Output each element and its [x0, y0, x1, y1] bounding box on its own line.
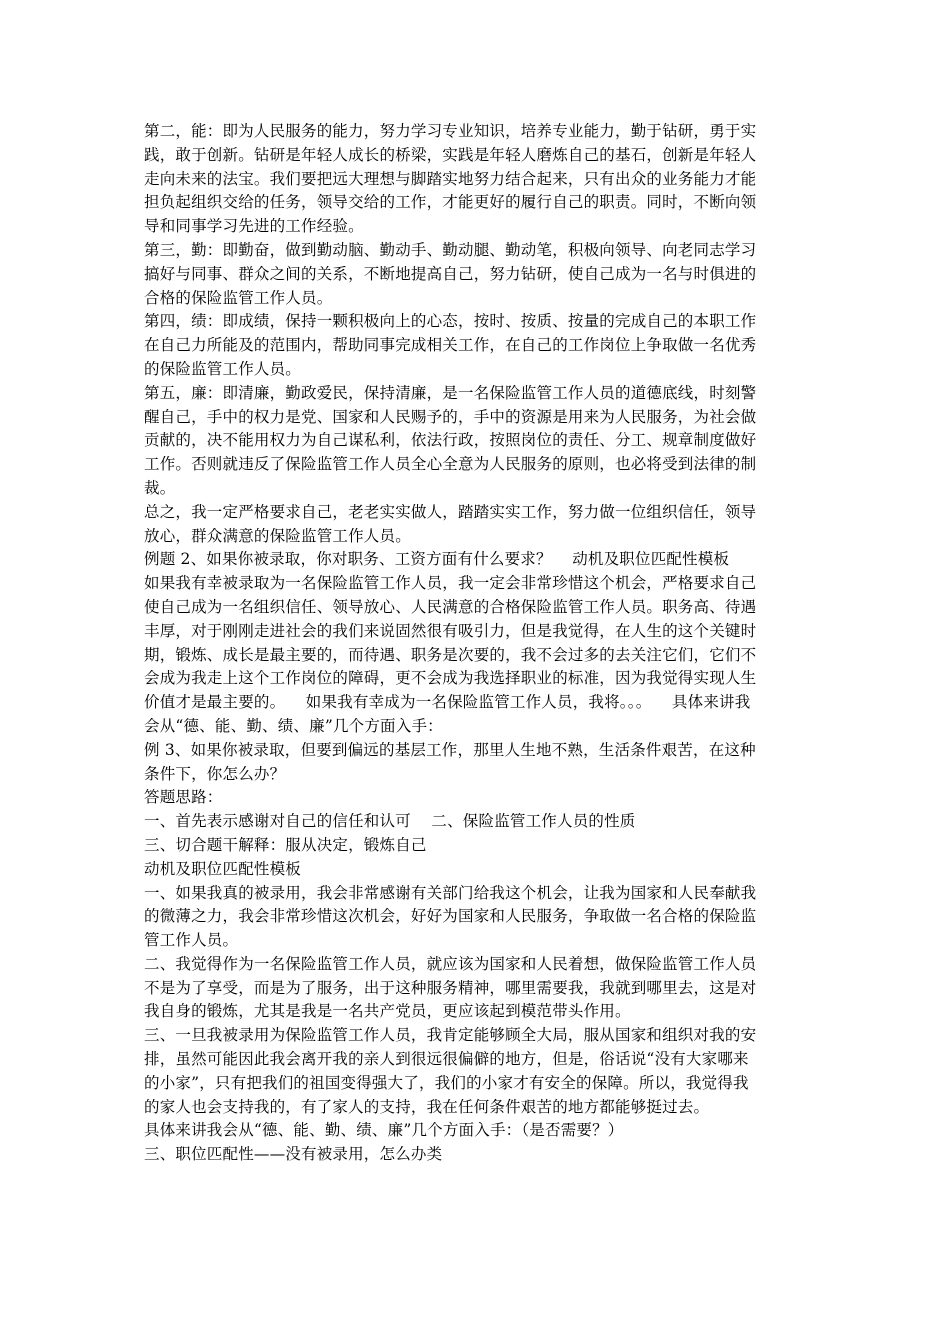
text-line: 二、我觉得作为一名保险监管工作人员，就应该为国家和人民着想，做保险监管工作人员: [144, 954, 757, 973]
text-line: 醒自己，手中的权力是党、国家和人民赐予的，手中的资源是用来为人民服务，为社会做: [144, 407, 757, 426]
text-line: 的小家”，只有把我们的祖国变得强大了，我们的小家才有安全的保障。所以，我觉得我: [144, 1073, 749, 1092]
text-line: 贡献的，决不能用权力为自己谋私利，依法行政，按照岗位的责任、分工、规章制度做好: [144, 431, 757, 450]
text-line: 管工作人员。: [144, 931, 239, 950]
text-line: 会从“德、能、勤、绩、廉”几个方面入手：: [144, 716, 443, 735]
text-line: 第四，绩：即成绩，保持一颗积极向上的心态，按时、按质、按量的完成自己的本职工作: [144, 312, 757, 331]
text-line: 搞好与同事、群众之间的关系，不断地提高自己，努力钻研，使自己成为一名与时俱进的: [144, 264, 757, 283]
text-line: 的微薄之力，我会非常珍惜这次机会，好好为国家和人民服务，争取做一名合格的保险监: [144, 907, 757, 926]
section-heading: 三、职位匹配性——没有被录用，怎么办类: [144, 1145, 443, 1164]
text-line: 担负起组织交给的任务，领导交给的工作，才能更好的履行自己的职责。同时，不断向领: [144, 193, 757, 212]
question-heading: 例 3、如果你被录取，但要到偏远的基层工作，那里人生地不熟，生活条件艰苦，在这种: [144, 740, 756, 759]
text-line: 排，虽然可能因此我会离开我的亲人到很远很偏僻的地方，但是，俗话说“没有大家哪来: [144, 1050, 749, 1069]
text-line: 的保险监管工作人员。: [144, 359, 302, 378]
text-line: 条件下，你怎么办？: [144, 764, 286, 783]
text-line: 期，锻炼、成长是最主要的，而待遇、职务是次要的，我不会过多的去关注它们，它们不: [144, 645, 757, 664]
text-line: 价值才是最主要的。 如果我有幸成为一名保险监管工作人员，我将。。。 具体来讲我: [144, 693, 751, 712]
text-line: 在自己力所能及的范围内，帮助同事完成相关工作，在自己的工作岗位上争取做一名优秀: [144, 336, 757, 355]
text-line: 不是为了享受，而是为了服务，出于这种服务精神，哪里需要我，我就到哪里去，这是对: [144, 978, 757, 997]
text-line: 第三，勤：即勤奋，做到勤动脑、勤动手、勤动腿、勤动笔，积极向领导、向老同志学习: [144, 240, 757, 259]
text-line: 第二，能：即为人民服务的能力，努力学习专业知识，培养专业能力，勤于钻研，勇于实: [144, 122, 757, 140]
text-line: 导和同事学习先进的工作经验。: [144, 217, 364, 236]
text-line: 丰厚，对于刚刚走进社会的我们来说固然很有吸引力，但是我觉得，在人生的这个关键时: [144, 621, 757, 640]
text-line: 一、首先表示感谢对自己的信任和认可 二、保险监管工作人员的性质: [144, 812, 636, 831]
section-heading: 答题思路：: [144, 788, 223, 807]
text-line: 践，敢于创新。钻研是年轻人成长的桥梁，实践是年轻人磨炼自己的基石，创新是年轻人: [144, 145, 757, 164]
text-line: 工作。否则就违反了保险监管工作人员全心全意为人民服务的原则，也必将受到法律的制: [144, 455, 757, 474]
text-line: 第五，廉：即清廉，勤政爱民，保持清廉，是一名保险监管工作人员的道德底线，时刻警: [144, 383, 757, 402]
text-line: 我自身的锻炼，尤其是我是一名共产党员，更应该起到模范带头作用。: [144, 1002, 631, 1021]
text-line: 如果我有幸被录取为一名保险监管工作人员，我一定会非常珍惜这个机会，严格要求自己: [144, 574, 757, 593]
document-body: [144, 120, 824, 1167]
text-line: 使自己成为一名组织信任、领导放心、人民满意的合格保险监管工作人员。职务高、待遇: [144, 597, 757, 616]
text-line: 三、一旦我被录用为保险监管工作人员，我肯定能够顾全大局，服从国家和组织对我的安: [144, 1026, 757, 1045]
text-line: 裁。: [144, 478, 176, 497]
text-line: 一、如果我真的被录用，我会非常感谢有关部门给我这个机会，让我为国家和人民奉献我: [144, 883, 757, 902]
text-line: 三、切合题干解释：服从决定，锻炼自己: [144, 835, 427, 854]
question-heading: 例题 2、如果你被录取，你对职务、工资方面有什么要求？ 动机及职位匹配性模板: [144, 550, 730, 569]
section-heading: 动机及职位匹配性模板: [144, 859, 302, 878]
text-line: 总之，我一定严格要求自己，老老实实做人，踏踏实实工作，努力做一位组织信任，领导: [144, 502, 757, 521]
text-line: 放心，群众满意的保险监管工作人员。: [144, 526, 411, 545]
text-line: 具体来讲我会从“德、能、勤、绩、廉”几个方面入手：（是否需要？）: [144, 1121, 624, 1140]
text-line: 合格的保险监管工作人员。: [144, 288, 333, 307]
text-line: 的家人也会支持我的，有了家人的支持，我在任何条件艰苦的地方都能够挺过去。: [144, 1097, 710, 1116]
text-line: 走向未来的法宝。我们要把远大理想与脚踏实地努力结合起来，只有出众的业务能力才能: [144, 169, 757, 188]
text-line: 会成为我走上这个工作岗位的障碍，更不会成为我选择职业的标准，因为我觉得实现人生: [144, 669, 757, 688]
